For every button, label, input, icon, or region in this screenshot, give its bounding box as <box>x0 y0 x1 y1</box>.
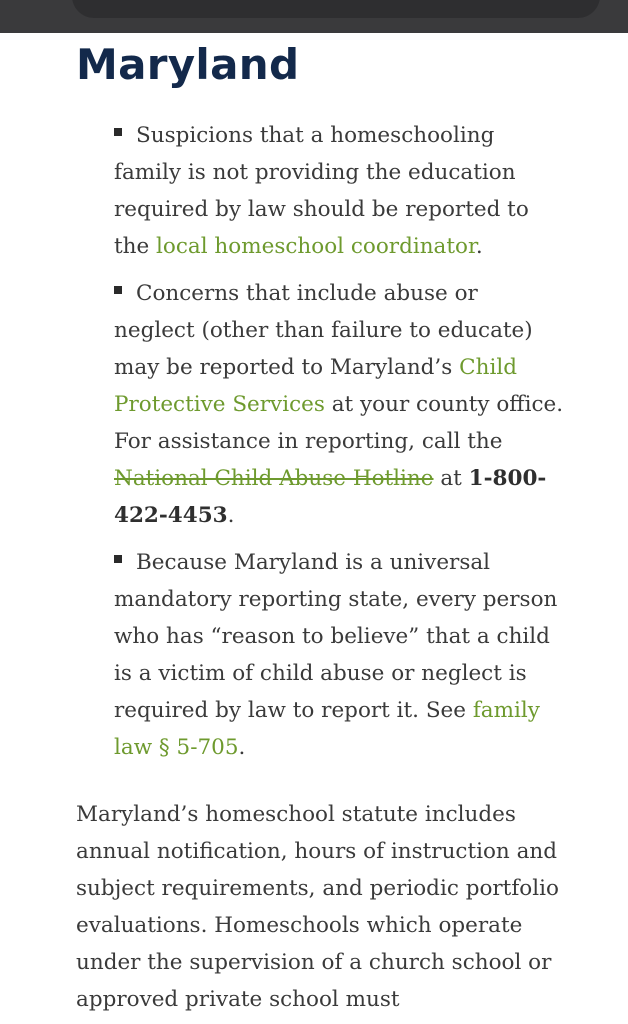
local-homeschool-coordinator-link[interactable]: local homeschool coordinator <box>156 234 476 259</box>
square-bullet-icon <box>114 555 122 563</box>
statute-paragraph: Maryland’s homeschool statute includes annual notification, hours of instruction and subject requirements, and periodic portfolio evaluations. Homeschools which operate under the supervision of a church school or approved private school must <box>76 802 559 1012</box>
page-title: Maryland <box>76 40 300 89</box>
list-item: Because Maryland is a universal mandatory reporting state, every person who has “reason to believe” that a child is a victim of child abuse or neglect is required by law to report it. See family law § 5-705. <box>114 550 558 760</box>
search-bar-container[interactable] <box>72 0 600 18</box>
square-bullet-icon <box>114 286 122 294</box>
national-child-abuse-hotline-link[interactable]: National Child Abuse Hotline <box>114 466 434 491</box>
list-item: Concerns that include abuse or neglect (other than failure to educate) may be reported to Maryland’s Child Protective Services at your county office. For assistance in reporting, call the National Child Abuse Hotline at 1-800-422-4453. <box>114 281 564 528</box>
top-bar <box>0 0 628 33</box>
list-item: Suspicions that a homeschooling family is not providing the education required by law should be reported to the local homeschool coordinator. <box>114 123 529 259</box>
square-bullet-icon <box>114 128 122 136</box>
family-law-link[interactable]: family law § 5-705 <box>114 698 540 760</box>
child-protective-services-link[interactable]: Child Protective Services <box>114 355 517 417</box>
hotline-phone-number: 1-800-422-4453 <box>114 466 547 528</box>
reporting-list <box>114 117 564 776</box>
